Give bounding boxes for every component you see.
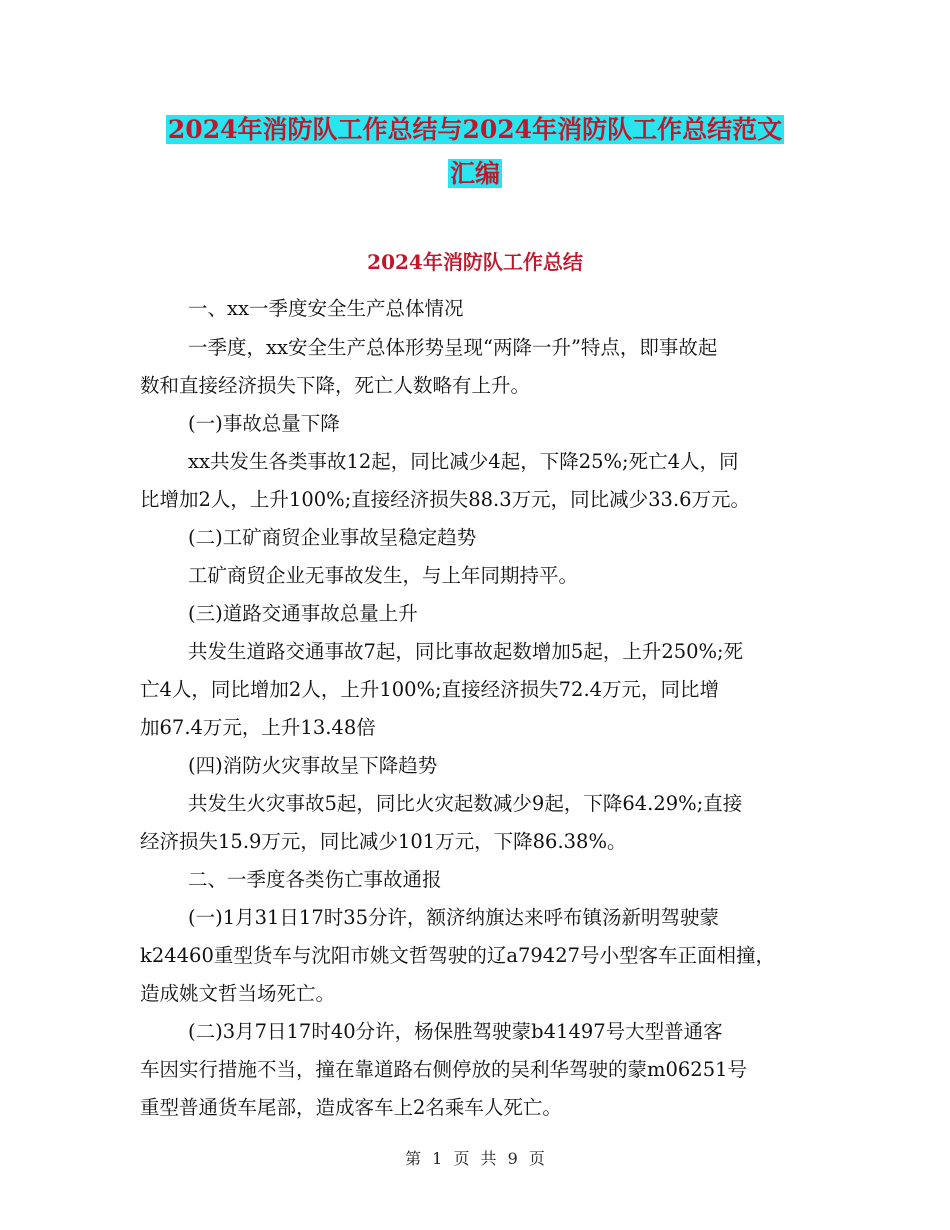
document-title-line-1: 2024年消防队工作总结与2024年消防队工作总结范文 <box>167 115 783 144</box>
body-line: 二、一季度各类伤亡事故通报 <box>188 868 442 891</box>
body-line: 经济损失15.9万元，同比减少101万元，下降86.38%。 <box>140 830 627 853</box>
section-title: 2024年消防队工作总结 <box>367 250 583 274</box>
body-line: 共发生火灾事故5起，同比火灾起数减少9起，下降64.29%;直接 <box>188 792 743 815</box>
body-line: 一、xx一季度安全生产总体情况 <box>188 297 464 320</box>
document-title-line-2: 汇编 <box>449 159 500 188</box>
body-line: 共发生道路交通事故7起，同比事故起数增加5起，上升250%;死 <box>188 640 744 663</box>
body-line: (三)道路交通事故总量上升 <box>188 602 418 625</box>
body-line: 车因实行措施不当，撞在靠道路右侧停放的吴利华驾驶的蒙m06251号 <box>140 1058 748 1081</box>
body-line: 重型普通货车尾部，造成客车上2名乘车人死亡。 <box>140 1096 562 1119</box>
body-line: (二)工矿商贸企业事故呈稳定趋势 <box>188 526 477 549</box>
body-line: (二)3月7日17时40分许，杨保胜驾驶蒙b41497号大型普通客 <box>188 1020 723 1043</box>
body-line: 造成姚文哲当场死亡。 <box>140 982 336 1005</box>
body-line: 数和直接经济损失下降，死亡人数略有上升。 <box>140 374 531 397</box>
body-line: (一)1月31日17时35分许，额济纳旗达来呼布镇汤新明驾驶蒙 <box>188 906 720 929</box>
body-line: (一)事故总量下降 <box>188 412 340 435</box>
body-line: 工矿商贸企业无事故发生，与上年同期持平。 <box>188 564 579 587</box>
body-line: (四)消防火灾事故呈下降趋势 <box>188 754 438 777</box>
body-line: 亡4人，同比增加2人，上升100%;直接经济损失72.4万元，同比增 <box>140 678 720 701</box>
body-line: 比增加2人，上升100%;直接经济损失88.3万元，同比减少33.6万元。 <box>140 488 751 511</box>
body-line: k24460重型货车与沈阳市姚文哲驾驶的辽a79427号小型客车正面相撞， <box>140 944 776 967</box>
body-line: 一季度，xx安全生产总体形势呈现“两降一升”特点，即事故起 <box>188 336 718 359</box>
body-line: xx共发生各类事故12起，同比减少4起，下降25%;死亡4人，同 <box>188 450 739 473</box>
page-footer: 第 1 页 共 9 页 <box>405 1149 545 1168</box>
body-line: 加67.4万元，上升13.48倍 <box>140 716 376 739</box>
